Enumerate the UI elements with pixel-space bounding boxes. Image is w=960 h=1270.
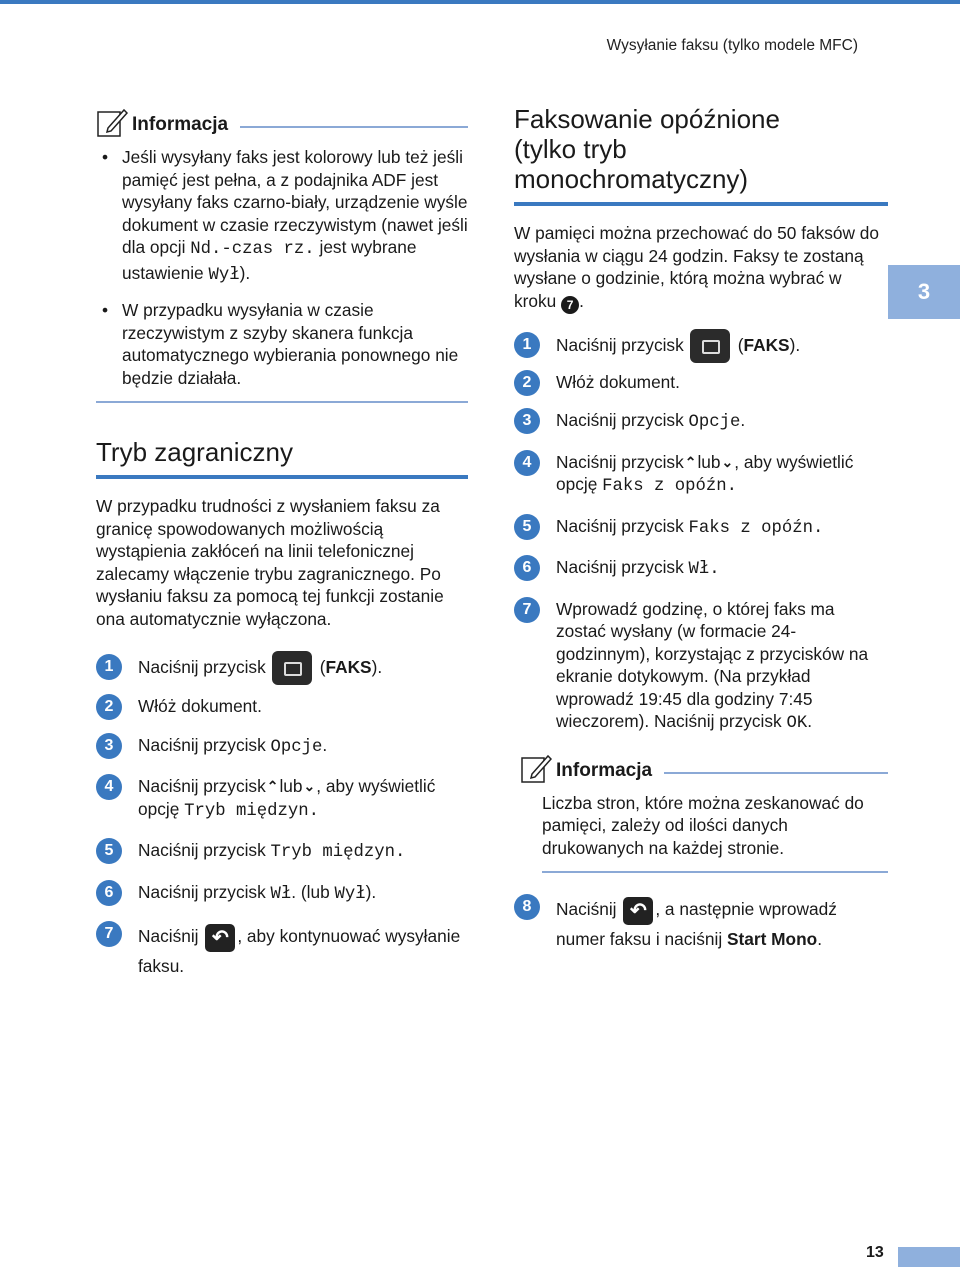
step-number: 6 [514, 555, 540, 581]
step-number: 3 [514, 408, 540, 434]
step-number: 7 [96, 921, 122, 947]
section-paragraph: W przypadku trudności z wysłaniem faksu za granicę spowodowanych możliwością wystąpienia zakłóceń na linii telefonicznej zalecamy włączenie trybu zagranicznego. Po wysłaniu faksu za pomocą tej funkcji zostanie ona automatycznie wyłączona. [96, 496, 444, 629]
info-header [520, 746, 888, 784]
step-number: 7 [514, 597, 540, 623]
right-column [514, 104, 888, 969]
step: 1 Naciśnij przycisk (FAKS). [96, 650, 468, 685]
step: 6 Naciśnij przycisk Wł. (lub Wył). [96, 881, 468, 907]
step: 2 Włóż dokument. [514, 371, 888, 394]
info-rule [664, 772, 888, 774]
step: 5 Naciśnij przycisk Faks z opóźn. [514, 515, 888, 541]
info-box [96, 100, 468, 403]
step-number: 3 [96, 733, 122, 759]
page-tab [898, 1247, 960, 1267]
back-arrow-icon: ↶ [205, 924, 235, 952]
info-bullet: • W przypadku wysyłania w czasie rzeczywistym z szyby skanera funkcja automatycznego wybierania ponownego nie będzie działała. [96, 299, 468, 389]
chevron-up-icon: ⌃ [266, 778, 279, 795]
fax-button-icon [272, 651, 312, 685]
chevron-up-icon: ⌃ [684, 453, 697, 470]
info-header [96, 100, 468, 138]
info-bottom-rule [542, 871, 888, 873]
info-bullet: • Jeśli wysyłany faks jest kolorowy lub też jeśli pamięć jest pełna, a z podajnika ADF jest wysyłany faks czarno-biały, urządzenie wyśle dokument w czasie rzeczywistym (nawet jeśli dla opcji Nd.-czas rz. jest wybrane ustawienie Wył). [96, 146, 468, 287]
info-title: Informacja [132, 114, 229, 135]
info-bullets [96, 146, 468, 389]
left-column [96, 100, 468, 996]
step-number: 5 [96, 838, 122, 864]
step-number: 8 [514, 894, 540, 920]
steps-list [96, 650, 468, 980]
section-tryb-zagraniczny [96, 437, 468, 630]
step: 2 Włóż dokument. [96, 695, 468, 718]
step-number: 2 [96, 694, 122, 720]
info-text: Liczba stron, które można zeskanować do pamięci, zależy od ilości danych drukowanych na każdej stronie. [542, 792, 864, 858]
step: 8 Naciśnij ↶ , a następnie wprowadź numer faksu i naciśnij Start Mono. [514, 895, 888, 952]
info-box [520, 746, 888, 874]
step: 7 Naciśnij ↶ , aby kontynuować wysyłanie faksu. [96, 922, 468, 979]
step: 4 Naciśnij przycisk⌃lub⌄, aby wyświetlić opcję Faks z opóźn. [514, 451, 888, 499]
running-header: Wysyłanie faksu (tylko modele MFC) [606, 37, 858, 54]
step: 7 Wprowadź godzinę, o której faks ma zostać wysłany (w formacie 24-godzinnym), korzystając z przycisków na ekranie dotykowym. (Na przykład wprowadź 19:45 dla godziny 7:45 wieczorem). Naciśnij przycisk OK. [514, 598, 888, 736]
step: 3 Naciśnij przycisk Opcje. [96, 734, 468, 760]
section-rule [514, 202, 888, 206]
section-rule [96, 475, 468, 479]
step-number: 6 [96, 880, 122, 906]
fax-button-icon [690, 329, 730, 363]
step: 5 Naciśnij przycisk Tryb międzyn. [96, 839, 468, 865]
step-number: 1 [514, 332, 540, 358]
step: 1 Naciśnij przycisk (FAKS). [514, 328, 888, 363]
back-arrow-icon: ↶ [623, 897, 653, 925]
section-paragraph: W pamięci można przechować do 50 faksów do wysłania w ciągu 24 godzin. Faksy te zostaną wysłane o godzinie, którą można wybrać w kroku 7 . [514, 223, 879, 312]
page-number: 13 [866, 1244, 884, 1261]
step-number: 4 [96, 774, 122, 800]
section-faksowanie [514, 104, 888, 314]
info-bottom-rule [96, 401, 468, 403]
step: 6 Naciśnij przycisk Wł. [514, 556, 888, 582]
step-number: 5 [514, 514, 540, 540]
step: 3 Naciśnij przycisk Opcje. [514, 409, 888, 435]
step-number: 2 [514, 370, 540, 396]
section-title: Faksowanie opóźnione (tylko tryb monochromatyczny) [514, 104, 780, 194]
step: 4 Naciśnij przycisk⌃lub⌄, aby wyświetlić opcję Tryb międzyn. [96, 775, 468, 823]
section-title: Tryb zagraniczny [96, 437, 293, 467]
chevron-down-icon: ⌄ [721, 453, 734, 470]
chapter-tab: 3 [888, 265, 960, 319]
chevron-down-icon: ⌄ [303, 778, 316, 795]
steps-list [514, 328, 888, 736]
pencil-note-icon [520, 752, 552, 784]
step-number: 4 [514, 450, 540, 476]
step-number: 1 [96, 654, 122, 680]
info-rule [240, 126, 468, 128]
top-rule [0, 0, 960, 4]
info-title: Informacja [556, 759, 653, 781]
pencil-note-icon [96, 106, 128, 138]
